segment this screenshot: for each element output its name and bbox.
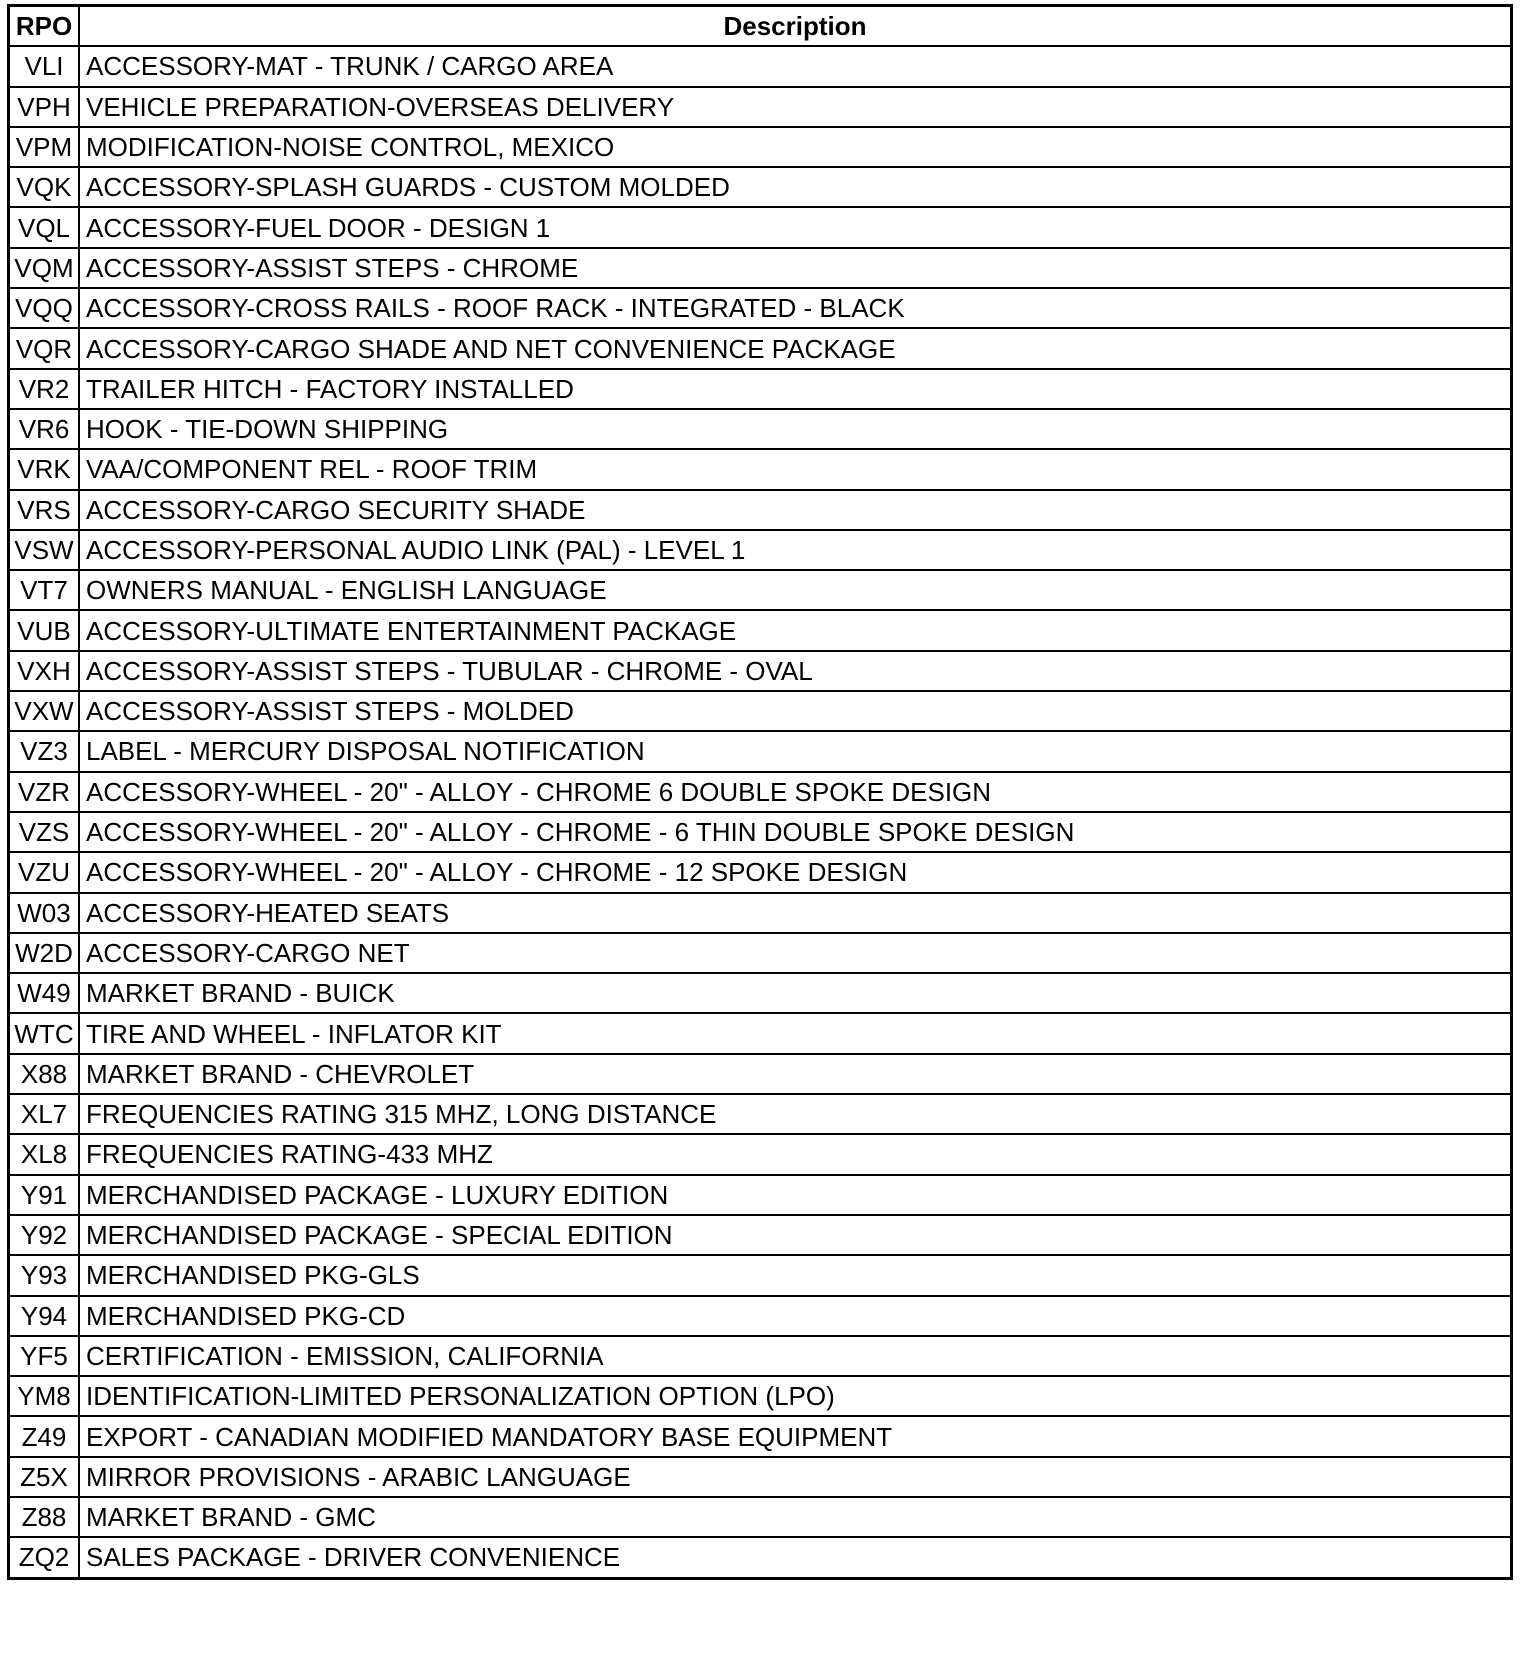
table-row [9,1537,1512,1578]
rpo-code-cell: Z49 [9,1416,80,1456]
rpo-code-cell: Z5X [9,1457,80,1497]
rpo-code-cell: X88 [9,1054,80,1094]
table-row [9,691,1512,731]
rpo-code-cell: VQR [9,328,80,368]
rpo-code-cell: VQQ [9,288,80,328]
rpo-code-cell: VLI [9,46,80,86]
table-row [9,87,1512,127]
rpo-code-cell: VUB [9,610,80,650]
description-cell: EXPORT - CANADIAN MODIFIED MANDATORY BASE EQUIPMENT [79,1416,1512,1456]
rpo-code-cell: VSW [9,530,80,570]
description-cell: FREQUENCIES RATING-433 MHZ [79,1134,1512,1174]
table-row [9,893,1512,933]
table-body [9,46,1512,1578]
rpo-code-cell: VZ3 [9,731,80,771]
description-cell: ACCESSORY-SPLASH GUARDS - CUSTOM MOLDED [79,167,1512,207]
table-row [9,570,1512,610]
table-header-row [9,6,1512,47]
table-row [9,167,1512,207]
table-row [9,812,1512,852]
rpo-description-table [7,4,1513,1580]
table-row [9,449,1512,489]
table-row [9,409,1512,449]
description-cell: IDENTIFICATION-LIMITED PERSONALIZATION OPTION (LPO) [79,1376,1512,1416]
rpo-code-cell: VT7 [9,570,80,610]
description-cell: MARKET BRAND - CHEVROLET [79,1054,1512,1094]
rpo-code-cell: VXW [9,691,80,731]
table-row [9,1094,1512,1134]
rpo-code-cell: VR2 [9,369,80,409]
table-row [9,852,1512,892]
description-cell: HOOK - TIE-DOWN SHIPPING [79,409,1512,449]
description-cell: ACCESSORY-WHEEL - 20" - ALLOY - CHROME 6 DOUBLE SPOKE DESIGN [79,772,1512,812]
table-row [9,530,1512,570]
table-row [9,328,1512,368]
table-row [9,369,1512,409]
rpo-code-cell: VZU [9,852,80,892]
description-cell: ACCESSORY-ASSIST STEPS - TUBULAR - CHROME - OVAL [79,651,1512,691]
table-row [9,610,1512,650]
rpo-code-cell: W2D [9,933,80,973]
table-row [9,1134,1512,1174]
description-cell: MARKET BRAND - BUICK [79,973,1512,1013]
description-cell: MERCHANDISED PACKAGE - LUXURY EDITION [79,1175,1512,1215]
description-cell: MIRROR PROVISIONS - ARABIC LANGUAGE [79,1457,1512,1497]
table-row [9,1175,1512,1215]
description-cell: VAA/COMPONENT REL - ROOF TRIM [79,449,1512,489]
table-row [9,651,1512,691]
rpo-code-cell: VQM [9,248,80,288]
description-cell: ACCESSORY-MAT - TRUNK / CARGO AREA [79,46,1512,86]
rpo-code-cell: VRS [9,490,80,530]
description-cell: MODIFICATION-NOISE CONTROL, MEXICO [79,127,1512,167]
table-row [9,248,1512,288]
rpo-code-cell: Y93 [9,1255,80,1295]
rpo-code-cell: VQK [9,167,80,207]
description-cell: ACCESSORY-HEATED SEATS [79,893,1512,933]
description-cell: MARKET BRAND - GMC [79,1497,1512,1537]
description-cell: ACCESSORY-WHEEL - 20" - ALLOY - CHROME - 6 THIN DOUBLE SPOKE DESIGN [79,812,1512,852]
table-row [9,933,1512,973]
rpo-code-cell: W49 [9,973,80,1013]
description-cell: CERTIFICATION - EMISSION, CALIFORNIA [79,1336,1512,1376]
description-cell: OWNERS MANUAL - ENGLISH LANGUAGE [79,570,1512,610]
table-row [9,1013,1512,1053]
rpo-code-cell: Y92 [9,1215,80,1255]
table-row [9,288,1512,328]
rpo-code-cell: Z88 [9,1497,80,1537]
table-row [9,973,1512,1013]
rpo-code-cell: VZS [9,812,80,852]
description-cell: TIRE AND WHEEL - INFLATOR KIT [79,1013,1512,1053]
table-row [9,1215,1512,1255]
table-row [9,490,1512,530]
table-row [9,772,1512,812]
table-row [9,1296,1512,1336]
description-cell: ACCESSORY-ASSIST STEPS - CHROME [79,248,1512,288]
description-cell: ACCESSORY-CARGO NET [79,933,1512,973]
rpo-code-cell: Y91 [9,1175,80,1215]
table-row [9,46,1512,86]
description-cell: ACCESSORY-ULTIMATE ENTERTAINMENT PACKAGE [79,610,1512,650]
table-row [9,731,1512,771]
table-row [9,1054,1512,1094]
rpo-column-header: RPO [9,6,80,47]
table-row [9,1416,1512,1456]
rpo-code-cell: YM8 [9,1376,80,1416]
rpo-code-cell: VR6 [9,409,80,449]
description-cell: ACCESSORY-WHEEL - 20" - ALLOY - CHROME - 12 SPOKE DESIGN [79,852,1512,892]
description-cell: LABEL - MERCURY DISPOSAL NOTIFICATION [79,731,1512,771]
description-cell: ACCESSORY-CARGO SECURITY SHADE [79,490,1512,530]
description-cell: ACCESSORY-FUEL DOOR - DESIGN 1 [79,207,1512,247]
description-cell: ACCESSORY-PERSONAL AUDIO LINK (PAL) - LEVEL 1 [79,530,1512,570]
rpo-code-cell: VZR [9,772,80,812]
rpo-code-cell: VQL [9,207,80,247]
rpo-code-cell: VPM [9,127,80,167]
rpo-code-cell: XL8 [9,1134,80,1174]
description-cell: ACCESSORY-CARGO SHADE AND NET CONVENIENCE PACKAGE [79,328,1512,368]
rpo-code-cell: WTC [9,1013,80,1053]
rpo-code-cell: ZQ2 [9,1537,80,1578]
description-column-header: Description [79,6,1512,47]
description-cell: MERCHANDISED PKG-CD [79,1296,1512,1336]
table-row [9,207,1512,247]
rpo-code-cell: VXH [9,651,80,691]
description-cell: MERCHANDISED PACKAGE - SPECIAL EDITION [79,1215,1512,1255]
description-cell: VEHICLE PREPARATION-OVERSEAS DELIVERY [79,87,1512,127]
rpo-code-cell: XL7 [9,1094,80,1134]
table-row [9,1255,1512,1295]
table-row [9,127,1512,167]
rpo-code-cell: W03 [9,893,80,933]
rpo-code-cell: YF5 [9,1336,80,1376]
description-cell: ACCESSORY-CROSS RAILS - ROOF RACK - INTEGRATED - BLACK [79,288,1512,328]
description-cell: TRAILER HITCH - FACTORY INSTALLED [79,369,1512,409]
rpo-code-cell: VRK [9,449,80,489]
table-row [9,1376,1512,1416]
description-cell: ACCESSORY-ASSIST STEPS - MOLDED [79,691,1512,731]
description-cell: SALES PACKAGE - DRIVER CONVENIENCE [79,1537,1512,1578]
table-row [9,1336,1512,1376]
table-row [9,1457,1512,1497]
description-cell: MERCHANDISED PKG-GLS [79,1255,1512,1295]
rpo-code-cell: Y94 [9,1296,80,1336]
rpo-code-cell: VPH [9,87,80,127]
description-cell: FREQUENCIES RATING 315 MHZ, LONG DISTANCE [79,1094,1512,1134]
table-row [9,1497,1512,1537]
